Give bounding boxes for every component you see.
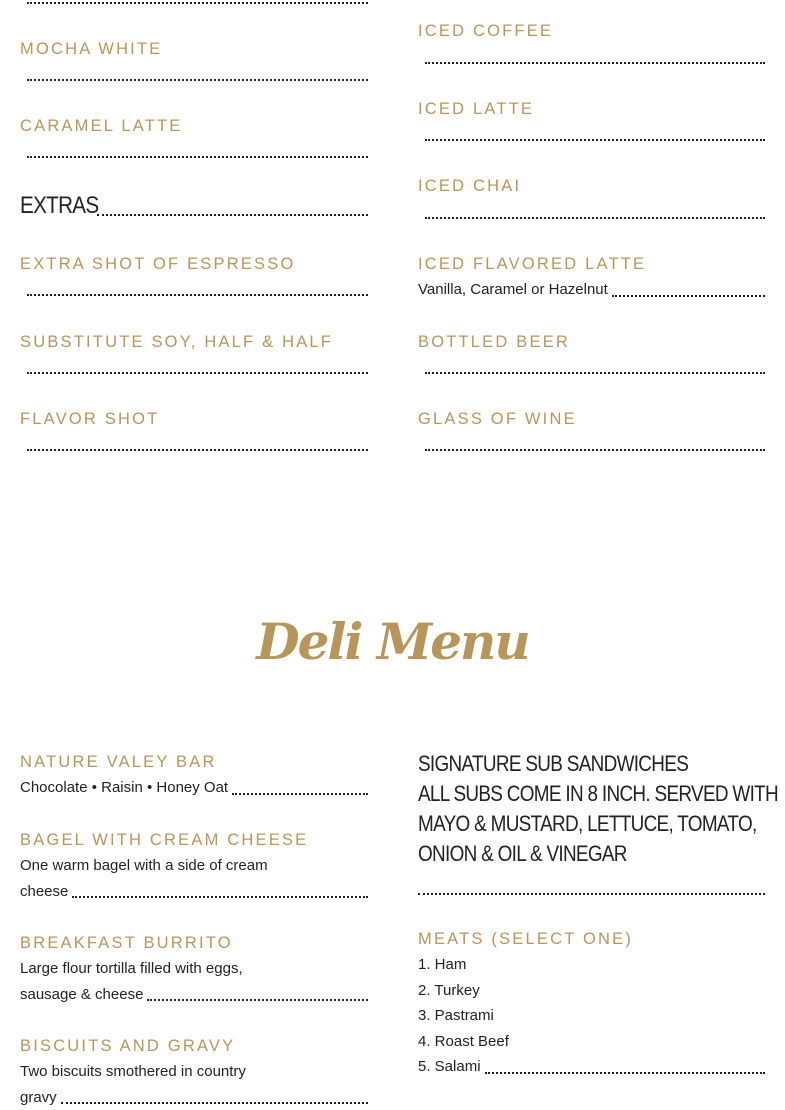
item-title: BISCUITS AND GRAVY <box>20 1035 368 1057</box>
item-title: MEATS (SELECT ONE) <box>418 928 765 950</box>
right-deli-column <box>418 740 765 1104</box>
section-extras <box>20 191 368 221</box>
menu-item-iced-coffee <box>418 20 765 42</box>
item-title: BAGEL WITH CREAM CHEESE <box>20 829 368 851</box>
meat-option: 1. Ham <box>418 952 765 978</box>
menu-item-flavor-shot <box>20 408 368 430</box>
dotted-leader <box>425 139 765 141</box>
subs-description-line: ONION & OIL & VINEGAR <box>418 839 716 869</box>
right-top-column <box>418 0 765 470</box>
menu-item-bagel <box>20 829 368 904</box>
meat-option: 2. Turkey <box>418 978 765 1004</box>
dotted-leader <box>425 62 765 64</box>
item-title: GLASS OF WINE <box>418 408 765 430</box>
item-title: BREAKFAST BURRITO <box>20 932 368 954</box>
dotted-leader <box>612 295 765 297</box>
subs-description-line: ALL SUBS COME IN 8 INCH. SERVED WITH <box>418 779 716 809</box>
item-title: ICED CHAI <box>418 175 765 197</box>
deli-menu-heading: Deli Menu <box>0 612 785 671</box>
menu-item-biscuits-and-gravy <box>20 1035 368 1110</box>
dotted-leader <box>27 156 368 158</box>
dotted-leader <box>425 217 765 219</box>
menu-item-caramel-latte <box>20 115 368 137</box>
menu-item-glass-of-wine <box>418 408 765 430</box>
signature-subs-block <box>418 749 765 869</box>
item-description <box>20 775 368 801</box>
dotted-leader <box>425 372 765 374</box>
subs-heading: SIGNATURE SUB SANDWICHES <box>418 749 716 779</box>
description-line: Large flour tortilla filled with eggs, <box>20 956 368 982</box>
item-title: FLAVOR SHOT <box>20 408 368 430</box>
left-deli-column <box>20 740 368 1104</box>
description-line: Two biscuits smothered in country <box>20 1059 368 1085</box>
description-text: gravy <box>20 1085 57 1110</box>
item-title: SUBSTITUTE SOY, HALF & HALF <box>20 331 368 353</box>
menu-item-nature-valley-bar <box>20 751 368 801</box>
item-description <box>20 879 368 905</box>
dotted-leader <box>418 893 765 895</box>
item-description <box>20 1085 368 1110</box>
meat-option: 5. Salami <box>418 1054 481 1080</box>
dotted-leader <box>27 79 368 81</box>
dotted-leader <box>425 449 765 451</box>
section-heading: EXTRAS <box>20 191 98 221</box>
meat-option: 3. Pastrami <box>418 1003 765 1029</box>
meats-block <box>418 928 765 1080</box>
menu-item-iced-latte <box>418 98 765 120</box>
item-title: EXTRA SHOT OF ESPRESSO <box>20 253 368 275</box>
dotted-leader <box>27 294 368 296</box>
menu-item-bottled-beer <box>418 331 765 353</box>
item-title: BOTTLED BEER <box>418 331 765 353</box>
description-text: Vanilla, Caramel or Hazelnut <box>418 277 608 303</box>
description-line: One warm bagel with a side of cream <box>20 853 368 879</box>
menu-item-extra-shot <box>20 253 368 275</box>
subs-description-line: MAYO & MUSTARD, LETTUCE, TOMATO, <box>418 809 716 839</box>
left-top-column <box>20 0 368 470</box>
menu-item-substitute <box>20 331 368 353</box>
item-description <box>418 1054 765 1080</box>
item-title: MOCHA WHITE <box>20 38 368 60</box>
item-description <box>418 277 765 303</box>
dotted-leader <box>27 372 368 374</box>
menu-item-iced-flavored-latte <box>418 253 765 303</box>
description-text: sausage & cheese <box>20 982 143 1008</box>
item-description <box>20 982 368 1008</box>
dotted-leader <box>485 1072 765 1074</box>
meat-option: 4. Roast Beef <box>418 1029 765 1055</box>
dotted-leader <box>27 449 368 451</box>
menu-item-mocha-white <box>20 38 368 60</box>
item-title: ICED LATTE <box>418 98 765 120</box>
dotted-leader <box>97 214 368 216</box>
item-title: NATURE VALEY BAR <box>20 751 368 773</box>
item-title: CARAMEL LATTE <box>20 115 368 137</box>
item-title: ICED FLAVORED LATTE <box>418 253 765 275</box>
dotted-leader <box>147 999 368 1001</box>
dotted-leader <box>72 896 368 898</box>
description-text: Chocolate • Raisin • Honey Oat <box>20 775 228 801</box>
menu-item-iced-chai <box>418 175 765 197</box>
dotted-leader <box>232 793 368 795</box>
item-title: ICED COFFEE <box>418 20 765 42</box>
description-text: cheese <box>20 879 68 905</box>
menu-item-breakfast-burrito <box>20 932 368 1007</box>
